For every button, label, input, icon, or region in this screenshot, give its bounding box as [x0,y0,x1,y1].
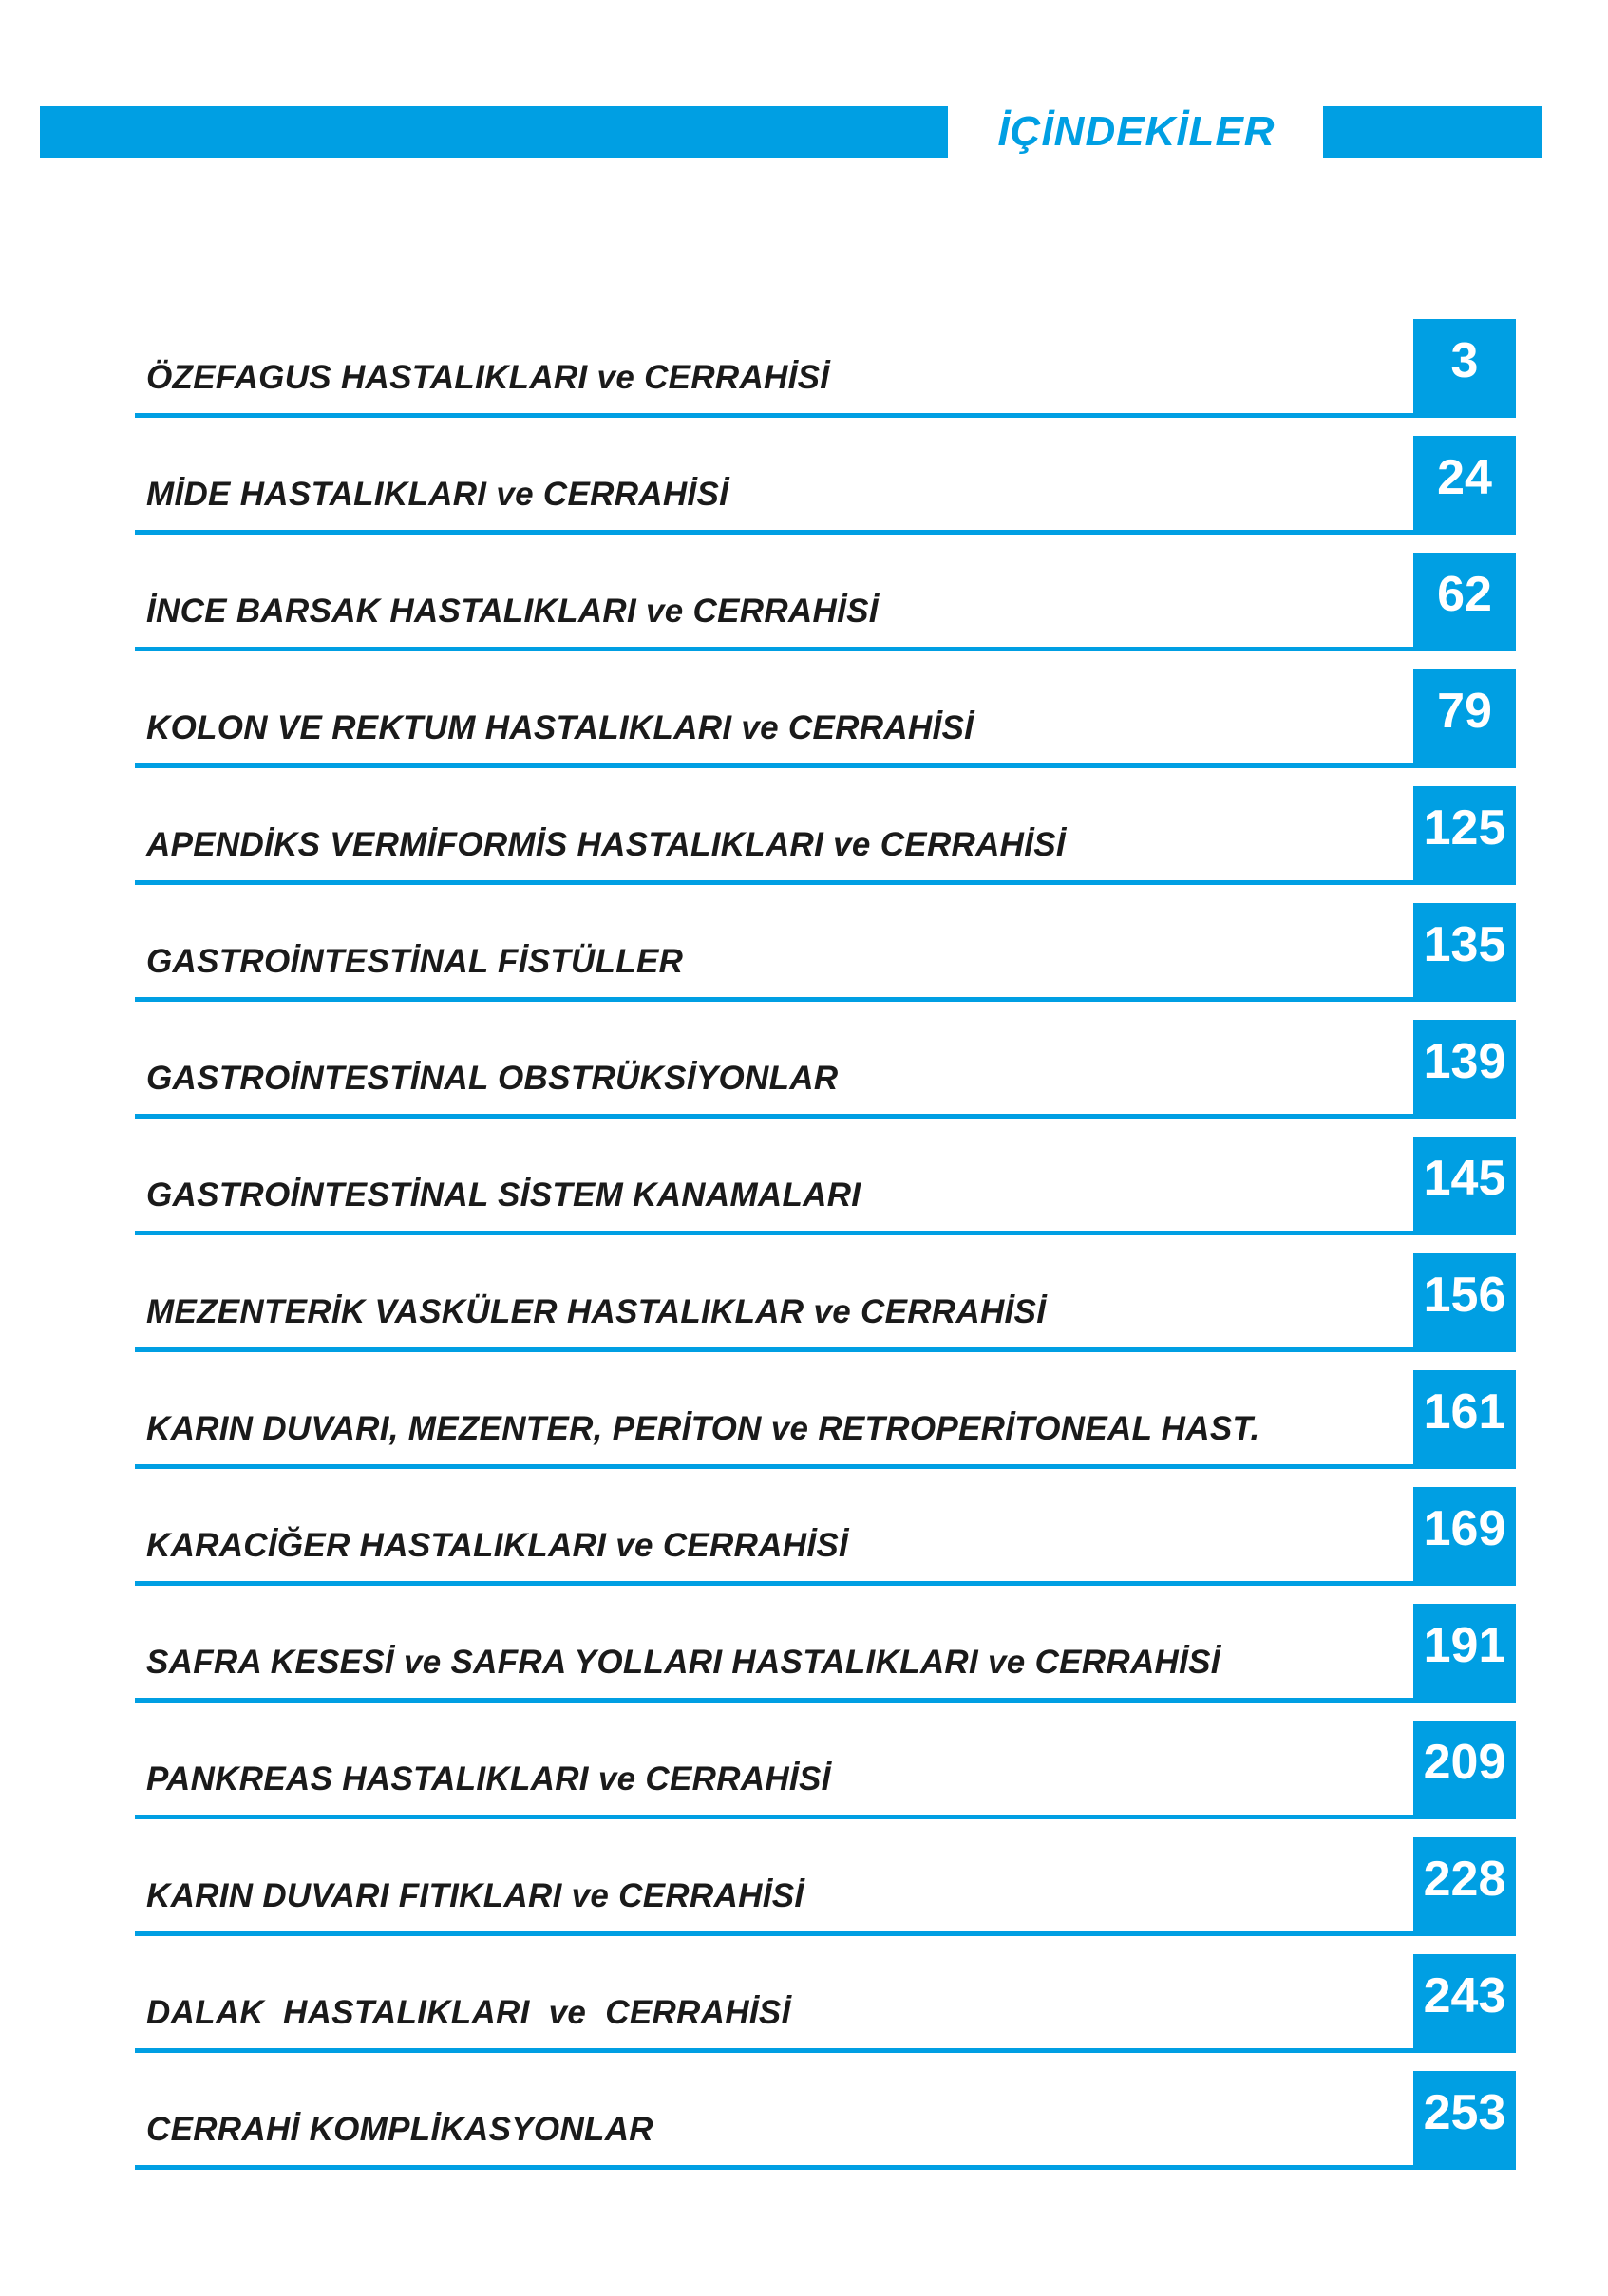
toc-entry-title: MİDE HASTALIKLARI ve CERRAHİSİ [146,476,729,513]
toc-entry-page-number: 191 [1413,1604,1516,1703]
toc-entry[interactable] [135,319,1516,418]
toc-entry-underline [135,880,1516,885]
toc-entry[interactable] [135,1837,1516,1936]
toc-entry[interactable] [135,786,1516,885]
toc-entry-underline [135,530,1516,535]
toc-entry-page-number: 125 [1413,786,1516,885]
toc-entry-page-number: 135 [1413,903,1516,1002]
toc-entry-underline [135,1698,1516,1703]
toc-entry-underline [135,413,1516,418]
toc-entry-underline [135,1815,1516,1819]
toc-entry-title: KARIN DUVARI FITIKLARI ve CERRAHİSİ [146,1877,804,1914]
toc-entry-underline [135,1464,1516,1469]
toc-entry-page-number: 253 [1413,2071,1516,2170]
toc-entry[interactable] [135,669,1516,768]
toc-entry-title: KOLON VE REKTUM HASTALIKLARI ve CERRAHİSİ [146,709,974,746]
toc-entry-underline [135,1347,1516,1352]
toc-entry-page-number: 62 [1413,553,1516,651]
toc-entry-title: DALAK HASTALIKLARI ve CERRAHİSİ [146,1994,791,2031]
toc-entry[interactable] [135,1137,1516,1235]
toc-entry-title: ÖZEFAGUS HASTALIKLARI ve CERRAHİSİ [146,359,830,396]
toc-entry-title: APENDİKS VERMİFORMİS HASTALIKLARI ve CERRAHİSİ [146,826,1066,863]
toc-entry[interactable] [135,1253,1516,1352]
toc-entry-title: SAFRA KESESİ ve SAFRA YOLLARI HASTALIKLARI ve CERRAHİSİ [146,1644,1220,1681]
toc-entry[interactable] [135,903,1516,1002]
toc-entry-title: GASTROİNTESTİNAL OBSTRÜKSİYONLAR [146,1060,839,1097]
page-title: İÇİNDEKİLER [997,108,1276,155]
toc-entry-page-number: 169 [1413,1487,1516,1586]
toc-entry-page-number: 161 [1413,1370,1516,1469]
toc-entry-page-number: 139 [1413,1020,1516,1119]
toc-entry[interactable] [135,1721,1516,1819]
toc-entry[interactable] [135,436,1516,535]
toc-entry-title: GASTROİNTESTİNAL SİSTEM KANAMALARI [146,1176,861,1214]
toc-entry-title: MEZENTERİK VASKÜLER HASTALIKLAR ve CERRAHİSİ [146,1293,1047,1330]
toc-entry[interactable] [135,1370,1516,1469]
toc-entry-page-number: 228 [1413,1837,1516,1936]
toc-entry-underline [135,647,1516,651]
toc-entry-title: PANKREAS HASTALIKLARI ve CERRAHİSİ [146,1760,831,1797]
toc-entry[interactable] [135,2071,1516,2170]
toc-entry-underline [135,997,1516,1002]
toc-entry-title: KARIN DUVARI, MEZENTER, PERİTON ve RETROPERİTONEAL HAST. [146,1410,1260,1447]
toc-entry-underline [135,1231,1516,1235]
toc-entry-underline [135,763,1516,768]
toc-entry-underline [135,1931,1516,1936]
toc-entry-page-number: 24 [1413,436,1516,535]
toc-entry-page-number: 156 [1413,1253,1516,1352]
toc-entry[interactable] [135,1954,1516,2053]
toc-entry[interactable] [135,1020,1516,1119]
toc-entry-page-number: 209 [1413,1721,1516,1819]
toc-entry-page-number: 3 [1413,319,1516,418]
toc-entry-underline [135,1114,1516,1119]
toc-entry-title: CERRAHİ KOMPLİKASYONLAR [146,2111,653,2148]
toc-entry-page-number: 79 [1413,669,1516,768]
toc-entry-page-number: 243 [1413,1954,1516,2053]
toc-entry-page-number: 145 [1413,1137,1516,1235]
toc-entry-title: GASTROİNTESTİNAL FİSTÜLLER [146,943,684,980]
toc-entry-title: İNCE BARSAK HASTALIKLARI ve CERRAHİSİ [146,593,879,630]
toc-entry[interactable] [135,553,1516,651]
toc-entry[interactable] [135,1604,1516,1703]
toc-entry-underline [135,2165,1516,2170]
toc-entry-underline [135,1581,1516,1586]
toc-entry[interactable] [135,1487,1516,1586]
toc-entry-title: KARACİĞER HASTALIKLARI ve CERRAHİSİ [146,1527,849,1564]
toc-entry-underline [135,2048,1516,2053]
